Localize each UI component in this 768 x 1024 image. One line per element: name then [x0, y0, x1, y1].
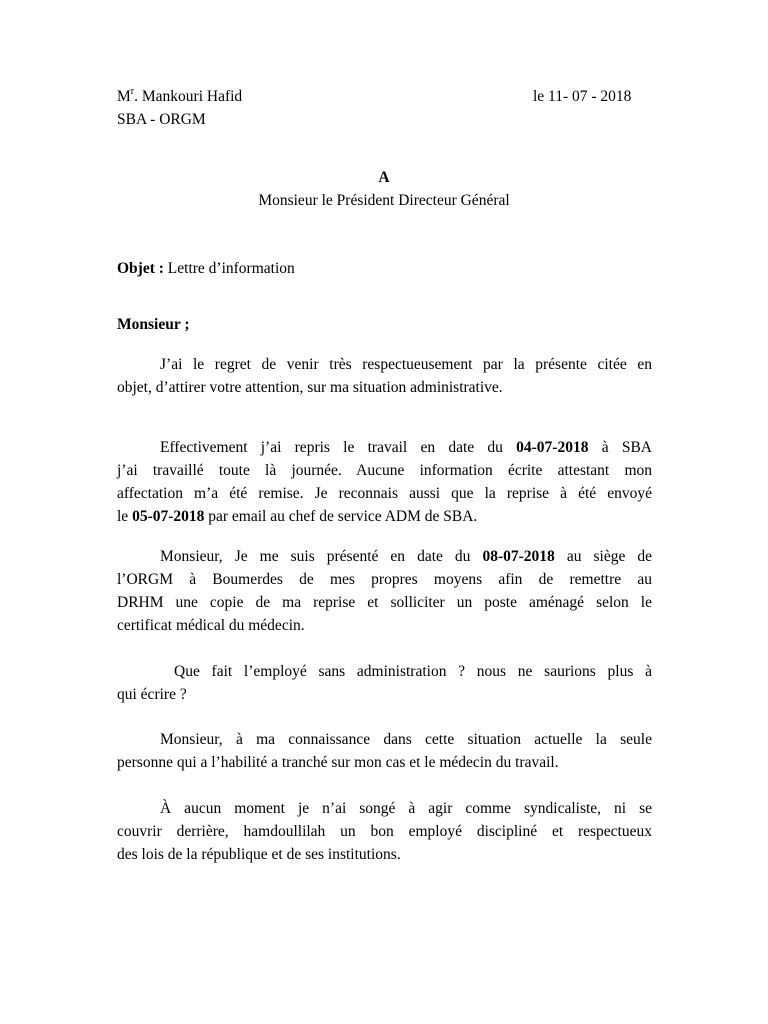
- sender-name-rest: . Mankouri Hafid: [134, 88, 243, 105]
- paragraph-line: J’ai le regret de venir très respectueusement par la présente citée en: [160, 356, 652, 373]
- date-emphasis: 08-07-2018: [482, 548, 555, 565]
- paragraph-line: qui écrire ?: [117, 686, 187, 703]
- paragraph-line: objet, d’attirer votre attention, sur ma situation administrative.: [117, 379, 503, 396]
- paragraph-line: Monsieur, à ma connaissance dans cette situation actuelle la seule: [160, 731, 652, 748]
- subject-text: Lettre d’information: [163, 260, 295, 277]
- text-run: Monsieur, Je me suis présenté en date du: [160, 548, 483, 565]
- paragraph-3: [117, 545, 652, 637]
- paragraph-6: [117, 797, 652, 866]
- paragraph-line: [117, 436, 652, 459]
- text-run: Effectivement j’ai repris le travail en date du: [160, 439, 517, 456]
- paragraph-line: l’ORGM à Boumerdes de mes propres moyens afin de remettre au: [117, 571, 652, 588]
- date-emphasis: 04-07-2018: [516, 439, 589, 456]
- paragraph-line: Que fait l’employé sans administration ? nous ne saurions plus à: [174, 663, 652, 680]
- sender-org: SBA - ORGM: [117, 111, 206, 128]
- paragraph-line: personne qui a l’habilité a tranché sur mon cas et le médecin du travail.: [117, 754, 559, 771]
- paragraph-5: [117, 728, 652, 774]
- paragraph-line: DRHM une copie de ma reprise et solliciter un poste aménagé selon le: [117, 594, 652, 611]
- paragraph-line: j’ai travaillé toute là journée. Aucune information écrite attestant mon: [117, 462, 652, 479]
- sender-name: [117, 88, 242, 106]
- sender-prefix: M: [117, 88, 131, 105]
- date-emphasis: 05-07-2018: [132, 508, 205, 525]
- recipient-title: Monsieur le Président Directeur Général: [258, 192, 510, 209]
- text-run: au siège de: [554, 548, 652, 565]
- paragraph-line: des lois de la république et de ses institutions.: [117, 846, 401, 863]
- recipient-a: A: [378, 169, 390, 186]
- paragraph-2: [117, 436, 652, 528]
- letter-date: le 11- 07 - 2018: [533, 88, 632, 105]
- paragraph-4: [117, 660, 652, 706]
- subject-label: Objet :: [117, 260, 164, 277]
- text-run: le: [117, 508, 133, 525]
- text-run: à SBA: [588, 439, 652, 456]
- paragraph-line: affectation m’a été remise. Je reconnais aussi que la reprise à été envoyé: [117, 485, 652, 502]
- paragraph-line: À aucun moment je n’ai songé à agir comme syndicaliste, ni se: [160, 800, 652, 817]
- paragraph-line: [117, 505, 652, 528]
- text-run: par email au chef de service ADM de SBA.: [204, 508, 478, 525]
- sender-prefix-sup: r: [130, 86, 135, 97]
- paragraph-line: certificat médical du médecin.: [117, 617, 305, 634]
- paragraph-1: [117, 353, 652, 399]
- paragraph-line: [117, 545, 652, 568]
- paragraph-line: couvrir derrière, hamdoullilah un bon employé discipliné et respectueux: [117, 823, 652, 840]
- subject-line: [117, 260, 295, 278]
- salutation: Monsieur ;: [117, 316, 190, 333]
